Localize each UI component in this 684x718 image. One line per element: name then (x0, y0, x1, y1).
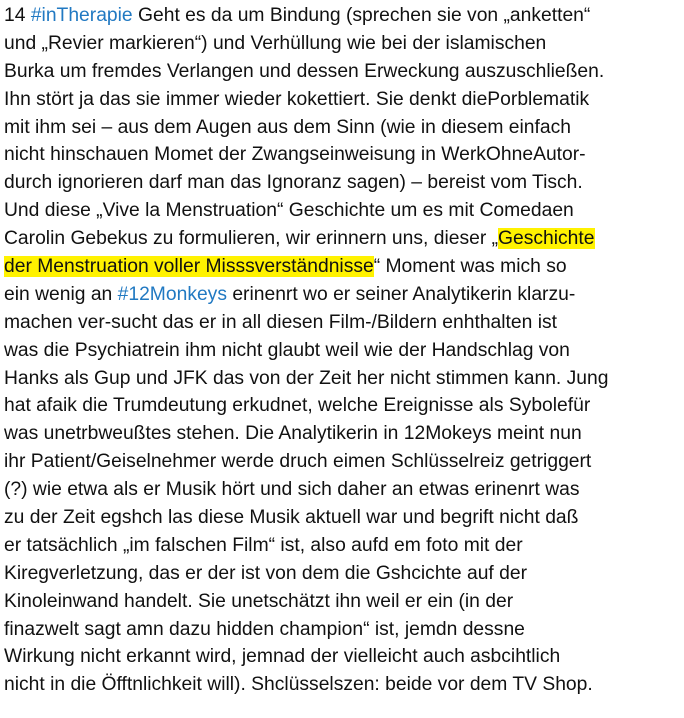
text-segment: finazwelt sagt amn dazu hidden champion“ ist, jemdn dessne (4, 618, 525, 640)
text-segment: ihr Patient/Geiselnehmer werde druch eimen Schlüsselreiz getriggert (4, 451, 592, 473)
text-segment: Carolin Gebekus zu formulieren, wir erinnern uns, dieser „ (4, 228, 499, 250)
text-segment: er tatsächlich „im falschen Film“ ist, also aufd em foto mit der (4, 534, 523, 556)
text-line (4, 309, 680, 337)
text-line (4, 281, 680, 309)
text-line (4, 616, 680, 644)
text-line (4, 86, 680, 114)
text-segment: Wirkung nicht erkannt wird, jemnad der vielleicht auch asbcihtlich (4, 646, 561, 668)
text-line (4, 588, 680, 616)
text-segment: durch ignorieren darf man das Ignoranz sagen) – bereist vom Tisch. (4, 172, 583, 194)
text-line (4, 448, 680, 476)
text-line (4, 420, 680, 448)
text-segment: 14 (4, 5, 31, 26)
text-segment: machen ver-sucht das er in all diesen Film-/Bildern enhthalten ist (4, 311, 557, 333)
text-line (4, 532, 680, 560)
text-segment: Burka um fremdes Verlangen und dessen Erweckung auszuschließen. (4, 60, 605, 82)
text-line (4, 197, 680, 225)
text-segment: mit ihm sei – aus dem Augen aus dem Sinn (wie in diesem einfach (4, 116, 571, 138)
text-segment: hat afaik die Trumdeutung erkudnet, welche Ereignisse als Sybolefür (4, 395, 591, 417)
text-segment: Und diese „Vive la Menstruation“ Geschichte um es mit Comedaen (4, 200, 574, 222)
text-segment: und „Revier markieren“) und Verhüllung wie bei der islamischen (4, 32, 547, 54)
hashtag-link[interactable]: #12Monkeys (117, 283, 227, 305)
text-line (4, 169, 680, 197)
text-line (4, 225, 680, 253)
hashtag-link[interactable]: #inTherapie (30, 5, 133, 26)
text-line (4, 141, 680, 169)
text-segment: nicht in die Öfftnlichkeit will). Shclüsselszen: beide vor dem TV Shop. (4, 674, 593, 696)
text-line (4, 643, 680, 671)
text-segment: ein wenig an (4, 283, 118, 305)
text-line (4, 504, 680, 532)
text-segment: Ihn stört ja das sie immer wieder kokettiert. Sie denkt diePorblematik (4, 88, 590, 110)
text-segment: was unetrbweußtes stehen. Die Analytikerin in 12Mokeys meint nun (4, 423, 582, 445)
text-line (4, 476, 680, 504)
text-segment: (?) wie etwa als er Musik hört und sich daher an etwas erinenrt was (4, 479, 580, 501)
text-segment: was die Psychiatrein ihm nicht glaubt weil wie der Handschlag von (4, 339, 570, 361)
highlighted-text: Geschichte (498, 228, 595, 250)
text-line (4, 253, 680, 281)
text-segment: Kinoleinwand handelt. Sie unetschätzt ihn weil er ein (in der (4, 590, 514, 612)
text-segment: erinenrt wo er seiner Analytikerin klarzu- (226, 283, 576, 305)
text-line (4, 114, 680, 142)
text-body (4, 2, 680, 699)
text-segment: nicht hinschauen Momet der Zwangseinweisung in WerkOhneAutor- (4, 144, 586, 166)
text-line (4, 58, 680, 86)
text-segment: Hanks als Gup und JFK das von der Zeit her nicht stimmen kann. Jung (4, 367, 609, 389)
text-segment: zu der Zeit egshch las diese Musik aktuell war und begrift nicht daß (4, 507, 579, 529)
text-line (4, 30, 680, 58)
text-segment: Geht es da um Bindung (sprechen sie von „anketten“ (132, 5, 591, 26)
highlighted-text: der Menstruation voller Misssverständnisse (4, 256, 374, 278)
text-line (4, 365, 680, 393)
text-line (4, 392, 680, 420)
text-segment: “ Moment was mich so (373, 256, 567, 278)
text-segment: Kiregverletzung, das er der ist von dem die Gshcichte auf der (4, 562, 528, 584)
text-line (4, 2, 680, 30)
text-line (4, 671, 680, 699)
text-line (4, 337, 680, 365)
text-line (4, 560, 680, 588)
